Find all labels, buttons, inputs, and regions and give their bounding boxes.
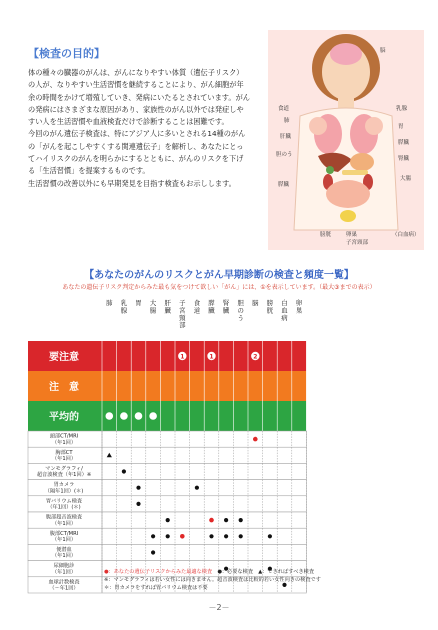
legend-triangle: ▲：できればすべき検査 xyxy=(258,569,315,575)
paragraph-1: 体の種々の臓器のがんは、がんになりやすい体質（遺伝子リスク）の人が、なりやすい生活習慣を継続することにより、がん細胞が年余の時間をかけて増殖していき、発病にいたるとされています。がんの発病にはさまざまな原因があり、家族性のがん以外では発症しやすい人を生活習慣や血液検査だけで診断することは困難です。 xyxy=(28,68,250,127)
table-title: 【あなたのがんのリスクとがん早期診断の検査と頻度一覧】 xyxy=(84,270,354,281)
required-exam-mark xyxy=(136,486,140,490)
optimal-exam-mark xyxy=(209,518,214,523)
svg-text:胆のう: 胆のう xyxy=(276,152,293,158)
exam-label: マンモグラフィ/超音波検査（年1回）※ xyxy=(36,466,92,479)
label-brain: 脳 xyxy=(380,48,386,54)
average-mark xyxy=(120,412,128,420)
optimal-exam-mark xyxy=(180,534,185,539)
optimal-exam-mark xyxy=(253,437,258,442)
required-exam-mark xyxy=(239,534,243,538)
column-header: 肝臓 xyxy=(164,299,171,315)
column-header: 食道 xyxy=(193,299,201,315)
required-exam-mark xyxy=(224,534,228,538)
required-exam-mark xyxy=(151,550,155,554)
priority-number: 2 xyxy=(253,353,258,361)
average-mark xyxy=(106,412,114,420)
paragraph-2: 今回のがん遺伝子検査は、特にアジア人に多いとされる14種のがんの「がんを起こしやすくする関連遺伝子」を解析し、あなたにとってハイリスクのがんを明らかにするとともに、がんのリスクを下げる「生活習慣」を提案するものです。 xyxy=(28,129,246,176)
column-header: 子宮頸部 xyxy=(179,299,186,330)
exam-label: 腹部CT/MRI （年1回） xyxy=(49,530,79,543)
page-number: －2－ xyxy=(208,603,230,612)
legend-note-1: ※：マンモグラフィは若い女性には向きません。超音波検査は比較的若い女性向きの検査です xyxy=(104,577,321,583)
risk-row-label: 注 意 xyxy=(49,382,79,393)
required-exam-mark xyxy=(166,518,170,522)
body-organ-illustration xyxy=(268,30,424,250)
legend-note-2: ＊：胃カメラをすれば胃バリウム検査は不要 xyxy=(104,585,208,591)
required-exam-mark xyxy=(224,518,228,522)
required-exam-mark xyxy=(195,486,199,490)
svg-text:腎臓: 腎臓 xyxy=(398,156,410,162)
risk-row-label: 平均的 xyxy=(49,412,79,423)
legend-black: ●：必要な検査 xyxy=(217,569,254,575)
svg-text:食道: 食道 xyxy=(278,106,290,112)
column-header: 卵巣 xyxy=(295,299,303,315)
svg-text:大腸: 大腸 xyxy=(400,176,412,182)
legend-red: ●：あなたの遺伝子リスクからみた最適な検査 xyxy=(104,569,213,575)
required-exam-mark xyxy=(166,534,170,538)
exam-label: 頭部CT/MRI （年1回） xyxy=(49,433,79,446)
exam-label: 胸部CT （年1回） xyxy=(51,449,77,462)
average-mark xyxy=(135,412,143,420)
column-header: 膵臓 xyxy=(208,299,215,315)
svg-text:卵巣: 卵巣 xyxy=(346,232,358,238)
exam-label: 便潜血（年1回） xyxy=(51,547,77,560)
column-header: 腎臓 xyxy=(222,299,230,315)
svg-text:（白血病）: （白血病） xyxy=(392,232,420,238)
svg-text:肺: 肺 xyxy=(284,118,290,124)
required-exam-mark xyxy=(151,534,155,538)
column-header: 膀胱 xyxy=(266,299,274,315)
brain-shape xyxy=(330,43,362,65)
exam-label: 胃バリウム検査（年1回）(＊) xyxy=(45,498,83,511)
table-subtitle: あなたの遺伝子リスク判定からみた最も気をつけて欲しい「がん」には、①を表示しています。（最大③までの表示） xyxy=(62,284,376,291)
column-header: 脳 xyxy=(252,299,259,307)
column-header: 胆のう xyxy=(237,299,244,322)
priority-number: 1 xyxy=(180,353,185,361)
average-mark xyxy=(149,412,157,420)
svg-text:子宮頸部: 子宮頸部 xyxy=(346,240,369,246)
column-header: 乳腺 xyxy=(120,299,128,315)
svg-text:乳腺: 乳腺 xyxy=(396,106,408,112)
required-exam-mark xyxy=(122,469,126,473)
legend xyxy=(104,568,321,592)
svg-text:膵臓: 膵臓 xyxy=(398,140,410,146)
paragraph-3: 生活習慣の改善以外にも早期発見を目指す検査もお示しします。 xyxy=(28,178,236,188)
section-title: 【検査の目的】 xyxy=(28,47,105,60)
svg-text:肝臓: 肝臓 xyxy=(280,134,292,140)
risk-row-label: 要注意 xyxy=(49,352,79,363)
column-header: 胃 xyxy=(135,299,142,307)
exam-label: 胃カメラ（隔年1回）(＊) xyxy=(44,482,84,495)
svg-text:膀胱: 膀胱 xyxy=(320,232,332,238)
exam-label: 尿細胞診（年1回） xyxy=(51,563,77,576)
exam-label: 血球計数検査（〜年1回） xyxy=(48,579,80,592)
svg-text:膵臓: 膵臓 xyxy=(278,182,290,188)
svg-text:胃: 胃 xyxy=(398,124,404,130)
purpose-text xyxy=(28,67,250,190)
column-header: 肺 xyxy=(106,299,113,307)
required-exam-mark xyxy=(239,518,243,522)
column-header: 大腸 xyxy=(149,299,157,315)
column-header: 白血病 xyxy=(281,299,288,322)
priority-number: 1 xyxy=(209,353,214,361)
required-exam-mark xyxy=(136,502,140,506)
required-exam-mark xyxy=(209,534,213,538)
exam-label: 腹部超音波検査（年1回） xyxy=(45,514,83,527)
required-exam-mark xyxy=(268,534,272,538)
